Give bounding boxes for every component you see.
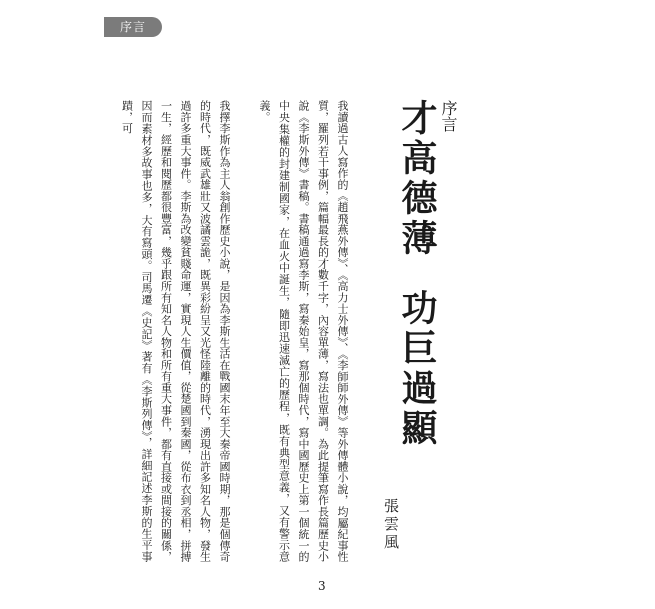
title-part-1: 才高德薄 xyxy=(396,99,438,259)
section-label: 序言 xyxy=(439,100,458,132)
author-name: 張雲風 xyxy=(382,498,400,552)
section-tab: 序言 xyxy=(104,17,162,37)
page-number: 3 xyxy=(318,579,326,593)
paragraph-1: 我讀過古人寫作的《趙飛燕外傳》、《高力士外傳》、《李師師外傳》等外傳體小說，均屬紀事性質，羅列若干事例，篇幅最長的才數千字，內容單薄，寫法也單調。為此提筆寫作長篇歷史小說《李斯外傳》書稿。書稿通過寫李斯，寫秦始皇，寫那個時代，寫中國歷史上第一個統一的中央集權的封建制國家，在血火中誕生，隨即迅速滅亡的歷程，既有典型意義，又有警示意義。 xyxy=(258,100,349,562)
paragraph-2: 我擇李斯作為主人翁創作歷史小說，是因為李斯生活在戰國末年至大秦帝國時期，那是個傳奇的時代，既威武雄壯又波譎雲詭，既異彩紛呈又光怪陸離的時代，湧現出許多知名人物，發生過許多重大事件。李斯為改變貧賤命運，實現人生價值，從楚國到秦國，從布衣到丞相，拼搏一生，經歷和閱歷都很豐富，幾乎跟所有知名人物和所有重大事件，都有直接或間接的關係，因而素材多故事也多，大有寫頭。司馬遷《史記》著有《李斯列傳》，詳細記述李斯的生平事蹟，可 xyxy=(120,100,231,562)
title-part-2: 功巨過顯 xyxy=(396,289,438,449)
article-title xyxy=(392,99,443,449)
